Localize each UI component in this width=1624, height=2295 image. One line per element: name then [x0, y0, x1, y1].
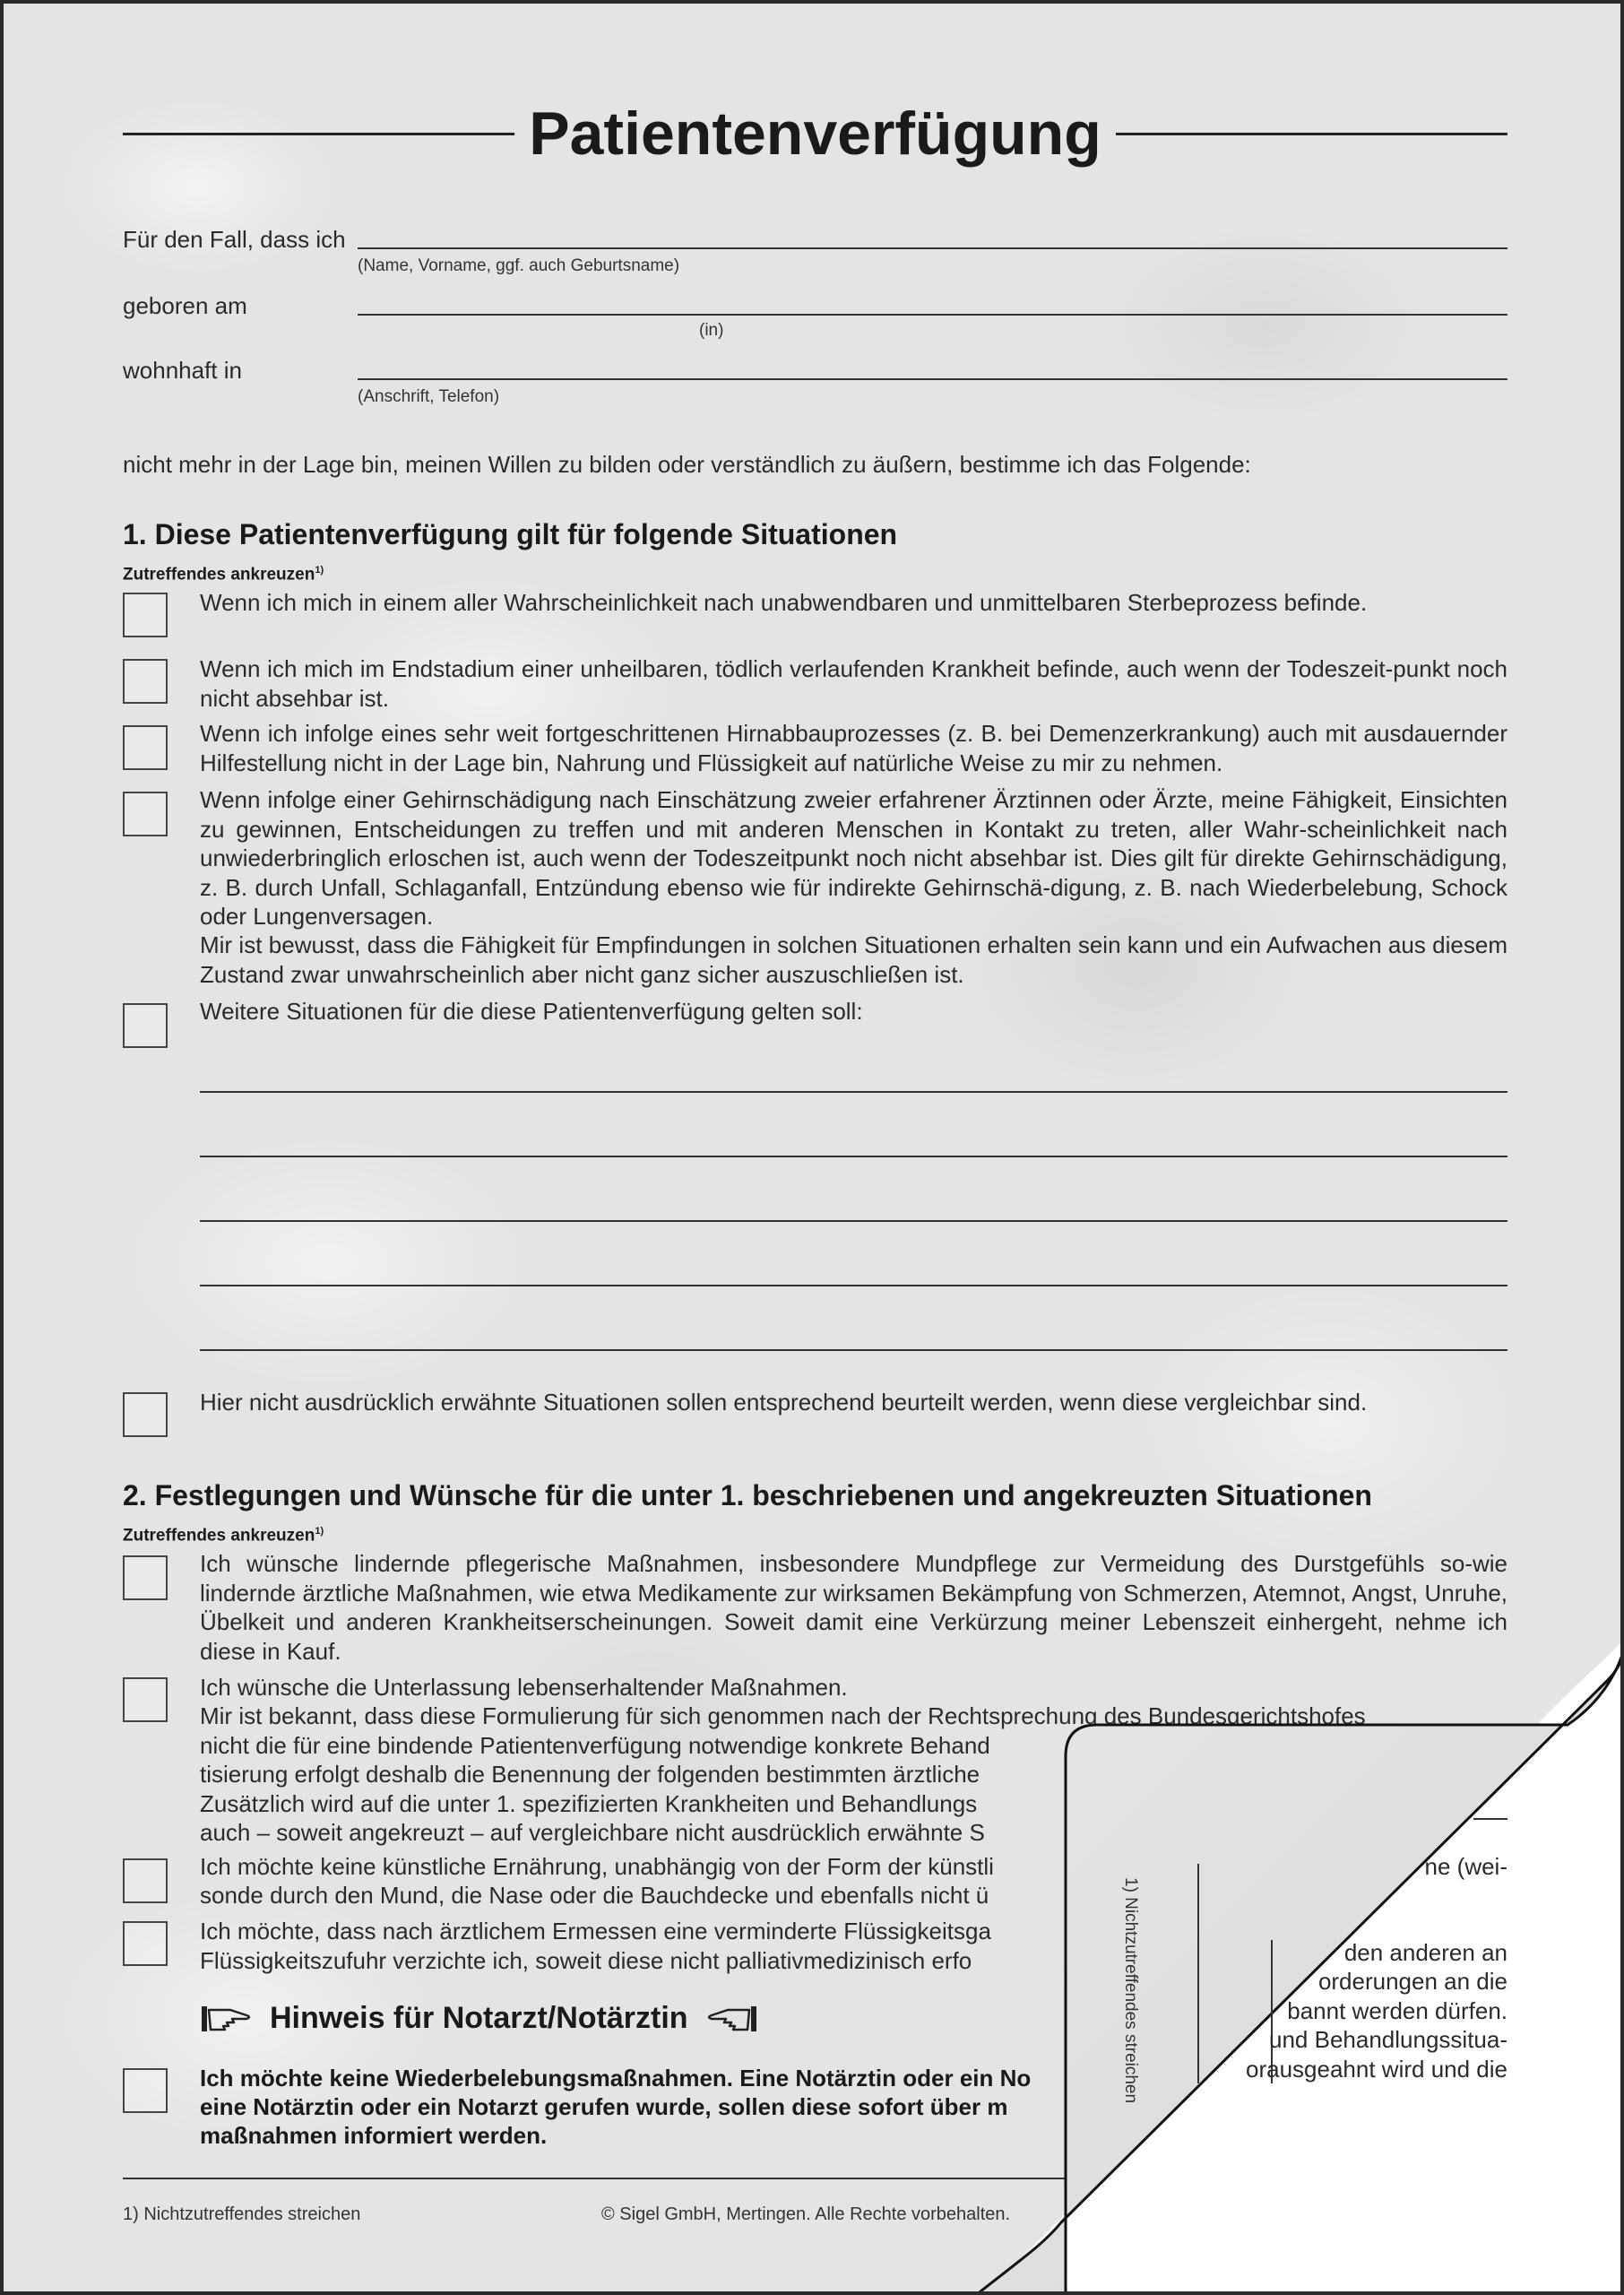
birth-hint: (in) — [699, 321, 724, 340]
section1-subheading: Zutreffendes ankreuzen$^{1)}$ — [123, 565, 324, 585]
s2-item-1: Ich wünsche lindernde pflegerische Maßnahmen, insbesondere Mundpflege zur Vermeidung des Durstgefühls so-wie lindernde ärztliche Maßnahmen, wie etwa Medikamente zur wirksamen Bekämpfung von Schmerzen, Atemnot, Angst, Unruhe, Übelkeit und anderen Krankheitserscheinungen. Soweit damit eine Verkürzung meiner Lebenszeit einhergeht, nehme ich diese in Kauf. — [200, 1550, 1507, 1665]
s1-item-4: Wenn infolge einer Gehirnschädigung nach Einschätzung zweier erfahrener Ärztinnen oder Ärzte, meine Fähigkeit, Einsichten zu gewinnen, Entscheidungen zu treffen und mit anderen Menschen in Kontakt zu treten, aller Wahr-scheinlichkeit nach unwiederbringlich erloschen ist, auch wenn der Todeszeitpunkt noch nicht absehbar ist. Dies gilt für direkte Gehirnschädigung, z. B. durch Unfall, Schlaganfall, Entzündung ebenso wie für indirekte Gehirnschä-digung, z. B. nach Wiederbelebung, Schock oder Lungenversagen. — [200, 786, 1507, 930]
s2-item-3-l1: Ich möchte keine künstliche Ernährung, unabhängig von der Form der künstli — [200, 1853, 994, 1880]
s2-item-2-l1: Ich wünsche die Unterlassung lebenserhaltender Maßnahmen. — [200, 1674, 848, 1701]
footer-copyright: © Sigel GmbH, Mertingen. Alle Rechte vorbehalten. — [601, 2204, 1011, 2224]
hint-text-l1: Ich möchte keine Wiederbelebungsmaßnahmen. Eine Notärztin oder ein No — [200, 2065, 1032, 2091]
curl-back-footnote: 1) Nichtzutreffendes streichen — [1121, 1877, 1140, 2104]
s1-item-2: Wenn ich mich im Endstadium einer unheilbaren, tödlich verlaufenden Krankheit befinde, auch wenn der Todeszeit-punkt noch nicht absehbar ist. — [200, 655, 1507, 712]
s2-item-3-l2: sonde durch den Mund, die Nase oder die Bauchdecke und ebenfalls nicht ü — [200, 1882, 989, 1909]
footer-footnote: 1) Nichtzutreffendes streichen — [123, 2204, 361, 2224]
s1-item-1: Wenn ich mich in einem aller Wahrscheinlichkeit nach unabwendbaren und unmittelbaren Sterbeprozess befinde. — [200, 589, 1368, 616]
address-hint: (Anschrift, Telefon) — [358, 387, 500, 406]
s2-item-2-l3: nicht die für eine bindende Patientenverfügung notwendige konkrete Behand — [200, 1732, 990, 1759]
section1-heading: 1. Diese Patientenverfügung gilt für folgende Situationen — [123, 518, 898, 550]
s1-item-6: Hier nicht ausdrücklich erwähnte Situationen sollen entsprechend beurteilt werden, wenn diese vergleichbar sind. — [200, 1389, 1368, 1416]
curl-back-line-e: orausgeahnt wird und die — [1246, 2056, 1507, 2083]
s2-item-2-l5: Zusätzlich wird auf die unter 1. spezifizierten Krankheiten und Behandlungs — [200, 1790, 978, 1817]
hint-text-l2: eine Notärztin oder ein Notarzt gerufen wurde, sollen diese sofort über m — [200, 2093, 1008, 2120]
s2-item-4-l1: Ich möchte, dass nach ärztlichem Ermessen eine verminderte Flüssigkeitsga — [200, 1918, 991, 1944]
birth-label: geboren am — [123, 292, 247, 319]
address-label: wohnhaft in — [123, 357, 242, 384]
s1-item-5: Weitere Situationen für die diese Patientenverfügung gelten soll: — [200, 998, 863, 1025]
name-hint: (Name, Vorname, ggf. auch Geburtsname) — [358, 256, 680, 275]
s2-item-2-l4: tisierung erfolgt deshalb die Benennung der folgenden bestimmten ärztliche — [200, 1761, 980, 1788]
curl-back-line-d: und Behandlungssitua- — [1269, 2026, 1507, 2053]
s2-item-4-l2: Flüssigkeitszufuhr verzichte ich, soweit diese nicht palliativmedizinisch erfo — [200, 1947, 972, 1974]
s1-item-3: Wenn ich infolge eines sehr weit fortgeschrittenen Hirnabbauprozesses (z. B. bei Demenzerkrankung) auch mit ausdauernder Hilfestellung nicht in der Lage bin, Nahrung und Flüssigkeit auf natürliche Weise zu mir zu nehmen. — [200, 720, 1507, 776]
s2-item-2-l6: auch – soweit angekreuzt – auf vergleichbare nicht ausdrücklich erwähnte S — [200, 1819, 985, 1846]
section2-subheading: Zutreffendes ankreuzen$^{1)}$ — [123, 1526, 324, 1546]
hint-text-l3: maßnahmen informiert werden. — [200, 2122, 548, 2149]
curl-back-line-c: bannt werden dürfen. — [1287, 1997, 1507, 2024]
curl-back-line-a: den anderen an — [1343, 1939, 1507, 1966]
name-label: Für den Fall, dass ich — [123, 226, 346, 253]
page-title: Patientenverfügung — [529, 100, 1101, 168]
intro-text: nicht mehr in der Lage bin, meinen Willen zu bilden oder verständlich zu äußern, bestimme ich das Folgende: — [123, 451, 1251, 478]
section2-heading: 2. Festlegungen und Wünsche für die unter 1. beschriebenen und angekreuzten Situationen — [123, 1479, 1372, 1511]
s2-item-2-l2: Mir ist bekannt, dass diese Formulierung für sich genommen nach der Rechtsprechung des Bundesgerichtshofes — [200, 1702, 1366, 1729]
curl-back-line-b: orderungen an die — [1317, 1968, 1507, 1995]
curl-back-line-wei: ne (wei- — [1424, 1853, 1507, 1880]
hint-heading: Hinweis für Notarzt/Notärztin — [270, 2001, 688, 2035]
s1-item-4-note: Mir ist bewusst, dass die Fähigkeit für Empfindungen in solchen Situationen erhalten sein kann und ein Aufwachen aus diesem Zustand zwar unwahrscheinlich aber nicht ganz sicher auszuschließen ist. — [200, 931, 1507, 988]
